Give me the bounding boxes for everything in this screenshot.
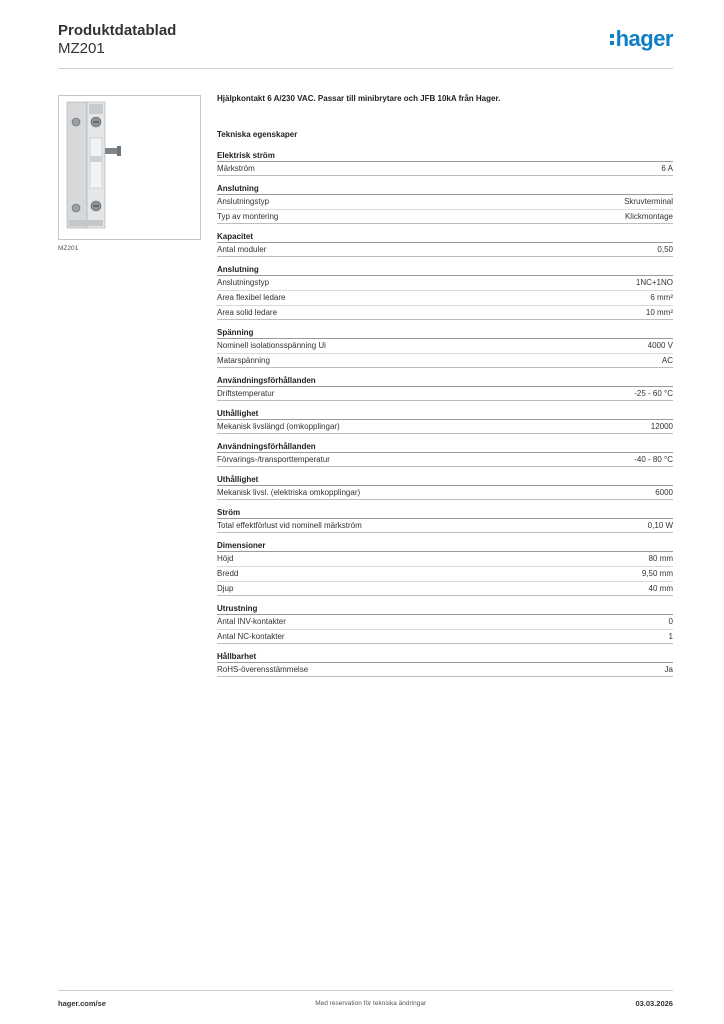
spec-section: [217, 265, 673, 320]
spec-section: [217, 442, 673, 467]
spec-label: Matarspänning: [217, 356, 270, 365]
spec-sections: [217, 151, 673, 677]
footer-disclaimer: Med reservation för tekniska ändringar: [315, 1000, 427, 1007]
spec-value: 0: [668, 617, 673, 626]
spec-section: [217, 508, 673, 533]
product-code: MZ201: [58, 40, 105, 57]
spec-label: Märkström: [217, 164, 255, 173]
spec-value: 9,50 mm: [641, 569, 673, 578]
logo-wordmark: hager: [615, 26, 673, 51]
spec-label: Antal NC-kontakter: [217, 632, 285, 641]
section-rows: [217, 551, 673, 596]
section-rows: [217, 161, 673, 176]
section-title: Utrustning: [217, 604, 258, 613]
spec-section: [217, 475, 673, 500]
spec-content: [217, 94, 673, 677]
section-rows: [217, 386, 673, 401]
spec-value: 6000: [655, 488, 673, 497]
section-title: Ström: [217, 508, 241, 517]
spec-section: [217, 409, 673, 434]
spec-row: [217, 242, 673, 257]
spec-section: [217, 541, 673, 596]
spec-value: 80 mm: [648, 554, 673, 563]
spec-value: 0,10 W: [647, 521, 673, 530]
auxiliary-contact-image: [59, 96, 202, 241]
spec-value: -25 - 60 °C: [634, 389, 673, 398]
spec-section: [217, 604, 673, 644]
spec-section: [217, 232, 673, 257]
spec-row: [217, 209, 673, 224]
spec-section: [217, 652, 673, 677]
spec-row: [217, 386, 673, 401]
document-header: [58, 22, 673, 69]
section-title: Uthållighet: [217, 409, 259, 418]
spec-label: Höjd: [217, 554, 234, 563]
document-title: Produktdatablad: [58, 22, 177, 39]
spec-row: [217, 485, 673, 500]
spec-row: [217, 629, 673, 644]
footer-date: 03.03.2026: [635, 999, 673, 1008]
spec-value: 1: [668, 632, 673, 641]
section-title: Anslutning: [217, 265, 259, 274]
spec-label: Mekanisk livslängd (omkopplingar): [217, 422, 340, 431]
spec-label: Nominell isolationsspänning Ui: [217, 341, 326, 350]
section-title: Dimensioner: [217, 541, 266, 550]
section-rows: [217, 518, 673, 533]
section-title: Anslutning: [217, 184, 259, 193]
spec-label: Bredd: [217, 569, 239, 578]
section-rows: [217, 419, 673, 434]
section-title: Användningsförhållanden: [217, 376, 316, 385]
spec-value: 10 mm²: [645, 308, 673, 317]
section-rows: [217, 275, 673, 320]
spec-row: [217, 662, 673, 677]
spec-row: [217, 290, 673, 305]
spec-row: [217, 194, 673, 209]
spec-row: [217, 161, 673, 176]
product-description: Hjälpkontakt 6 A/230 VAC. Passar till minibrytare och JFB 10kA från Hager.: [217, 94, 501, 103]
spec-section: [217, 184, 673, 224]
section-rows: [217, 614, 673, 644]
section-title: Användningsförhållanden: [217, 442, 316, 451]
spec-value: Skruvterminal: [624, 197, 673, 206]
section-rows: [217, 338, 673, 368]
spec-value: 4000 V: [647, 341, 673, 350]
spec-value: 6 mm²: [650, 293, 673, 302]
spec-section: [217, 151, 673, 176]
spec-label: Area flexibel ledare: [217, 293, 286, 302]
section-title: Uthållighet: [217, 475, 259, 484]
spec-row: [217, 518, 673, 533]
section-title: Kapacitet: [217, 232, 254, 241]
product-image: [58, 95, 201, 240]
spec-row: [217, 566, 673, 581]
section-rows: [217, 662, 673, 677]
spec-row: [217, 551, 673, 566]
spec-value: 6 A: [661, 164, 673, 173]
section-rows: [217, 242, 673, 257]
spec-value: 12000: [650, 422, 673, 431]
section-rows: [217, 194, 673, 224]
spec-value: 40 mm: [648, 584, 673, 593]
document-footer: [58, 990, 673, 1008]
spec-value: AC: [661, 356, 673, 365]
spec-value: 1NC+1NO: [635, 278, 673, 287]
spec-label: Förvarings-/transporttemperatur: [217, 455, 330, 464]
spec-label: Area solid ledare: [217, 308, 278, 317]
section-title: Elektrisk ström: [217, 151, 275, 160]
spec-value: -40 - 80 °C: [634, 455, 673, 464]
spec-value: 0,50: [657, 245, 673, 254]
spec-value: Klickmontage: [624, 212, 673, 221]
spec-label: Mekanisk livsl. (elektriska omkopplingar): [217, 488, 361, 497]
spec-row: [217, 452, 673, 467]
spec-row: [217, 353, 673, 368]
spec-label: Antal moduler: [217, 245, 267, 254]
image-caption: MZ201: [58, 245, 79, 252]
spec-row: [217, 305, 673, 320]
section-title: Spänning: [217, 328, 254, 337]
spec-label: Anslutningstyp: [217, 197, 270, 206]
spec-label: Driftstemperatur: [217, 389, 275, 398]
spec-row: [217, 338, 673, 353]
spec-label: Antal INV-kontakter: [217, 617, 286, 626]
footer-website: hager.com/se: [58, 999, 106, 1008]
spec-label: Anslutningstyp: [217, 278, 270, 287]
specs-heading: Tekniska egenskaper: [217, 130, 298, 139]
spec-value: Ja: [664, 665, 673, 674]
spec-label: Typ av montering: [217, 212, 279, 221]
spec-label: Djup: [217, 584, 234, 593]
spec-row: [217, 581, 673, 596]
section-rows: [217, 452, 673, 467]
spec-label: Total effektförlust vid nominell märkström: [217, 521, 362, 530]
spec-section: [217, 376, 673, 401]
section-title: Hållbarhet: [217, 652, 257, 661]
spec-row: [217, 275, 673, 290]
spec-section: [217, 328, 673, 368]
hager-logo: [610, 28, 673, 50]
spec-row: [217, 419, 673, 434]
section-rows: [217, 485, 673, 500]
spec-row: [217, 614, 673, 629]
spec-label: RoHS-överensstämmelse: [217, 665, 309, 674]
logo-dots-icon: [610, 34, 614, 45]
